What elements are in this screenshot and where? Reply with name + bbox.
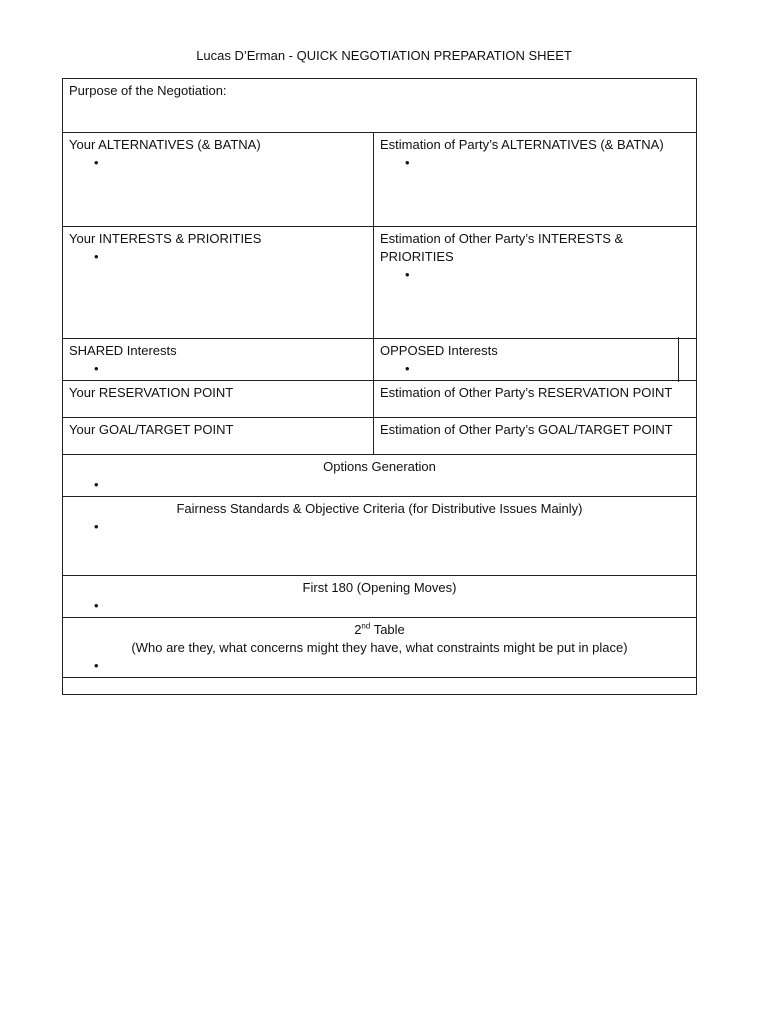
purpose-label: Purpose of the Negotiation: (69, 83, 227, 98)
cell-divider (678, 337, 679, 382)
second-table-sup: nd (361, 621, 371, 631)
second-table-cell[interactable] (63, 618, 697, 678)
fairness-cell[interactable] (63, 497, 697, 576)
your-goal-label: Your GOAL/TARGET POINT (69, 422, 234, 437)
first-180-cell[interactable] (63, 576, 697, 618)
purpose-cell[interactable] (63, 79, 697, 133)
reservation-row (63, 381, 697, 418)
your-alternatives-cell[interactable] (63, 133, 374, 227)
second-table-word: Table (370, 622, 405, 637)
preparation-sheet-table (62, 78, 697, 695)
other-goal-cell[interactable] (374, 418, 697, 455)
your-reservation-label: Your RESERVATION POINT (69, 385, 234, 400)
options-generation-row (63, 455, 697, 497)
shared-opposed-row (63, 339, 697, 381)
second-table-subtitle: (Who are they, what concerns might they have, what constraints might be put in place) (131, 640, 628, 655)
document-title: Lucas D’Erman - QUICK NEGOTIATION PREPARATION SHEET (196, 48, 572, 63)
first-180-row (63, 576, 697, 618)
blank-row (63, 678, 697, 695)
opposed-interests-label: OPPOSED Interests (380, 343, 498, 358)
other-interests-label-line2: PRIORITIES (380, 249, 454, 264)
second-table-num: 2 (354, 622, 362, 637)
other-goal-label: Estimation of Other Party’s GOAL/TARGET POINT (380, 422, 673, 437)
your-interests-label: Your INTERESTS & PRIORITIES (69, 231, 262, 246)
bullet-icon (69, 360, 367, 378)
party-alternatives-cell[interactable] (374, 133, 697, 227)
first-180-label: First 180 (Opening Moves) (302, 580, 457, 595)
your-alternatives-label: Your ALTERNATIVES (& BATNA) (69, 137, 261, 152)
other-reservation-label: Estimation of Other Party’s RESERVATION POINT (380, 385, 673, 400)
bullet-icon (69, 248, 367, 266)
alternatives-row (63, 133, 697, 227)
bullet-icon (380, 154, 690, 172)
your-goal-cell[interactable] (63, 418, 374, 455)
bullet-icon (69, 518, 690, 536)
opposed-interests-cell[interactable] (374, 339, 697, 381)
bullet-icon (380, 360, 690, 378)
options-generation-cell[interactable] (63, 455, 697, 497)
interests-row (63, 227, 697, 339)
other-reservation-cell[interactable] (374, 381, 697, 418)
bullet-icon (69, 476, 690, 494)
bullet-icon (380, 266, 690, 284)
blank-cell[interactable] (63, 678, 697, 695)
shared-interests-cell[interactable] (63, 339, 374, 381)
bullet-icon (69, 154, 367, 172)
options-generation-label: Options Generation (323, 459, 436, 474)
fairness-row (63, 497, 697, 576)
second-table-row (63, 618, 697, 678)
bullet-icon (69, 657, 690, 675)
second-table-heading (69, 620, 690, 639)
bullet-icon (69, 597, 690, 615)
other-interests-cell[interactable] (374, 227, 697, 339)
your-interests-cell[interactable] (63, 227, 374, 339)
fairness-label: Fairness Standards & Objective Criteria (for Distributive Issues Mainly) (176, 501, 583, 516)
other-interests-label-line1: Estimation of Other Party’s INTERESTS & (380, 231, 624, 246)
party-alternatives-label: Estimation of Party’s ALTERNATIVES (& BATNA) (380, 137, 664, 152)
shared-interests-label: SHARED Interests (69, 343, 177, 358)
purpose-row (63, 79, 697, 133)
your-reservation-cell[interactable] (63, 381, 374, 418)
goal-row (63, 418, 697, 455)
